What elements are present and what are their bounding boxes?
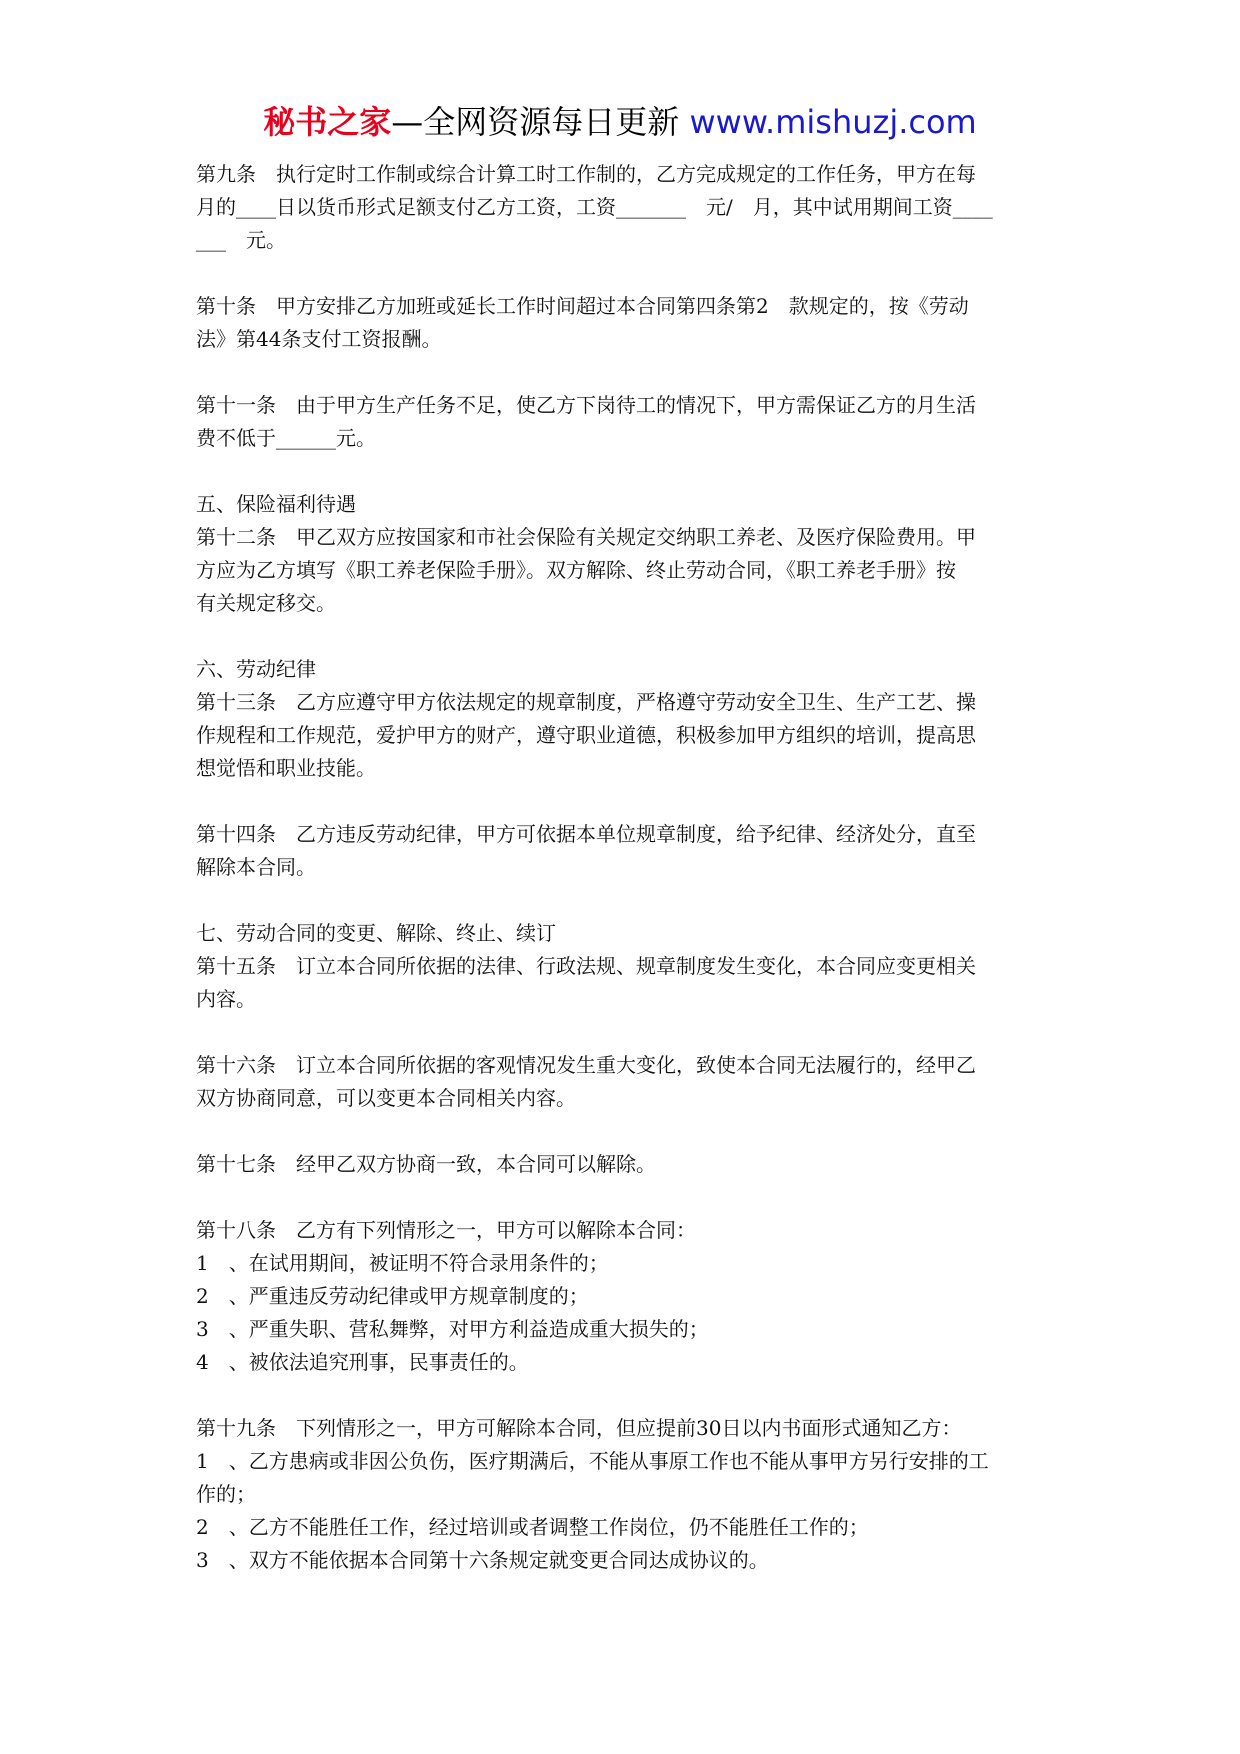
text-line: 解除本合同。 bbox=[196, 855, 316, 879]
text-line: 第十一条 由于甲方生产任务不足，使乙方下岗待工的情况下，甲方需保证乙方的月生活 bbox=[196, 393, 976, 417]
text-line: 第十四条 乙方违反劳动纪律，甲方可依据本单位规章制度，给予纪律、经济处分，直至 bbox=[196, 822, 976, 846]
text-line: 五、保险福利待遇 bbox=[196, 492, 356, 516]
text-line: 第十七条 经甲乙双方协商一致，本合同可以解除。 bbox=[196, 1152, 656, 1176]
text-line: 想觉悟和职业技能。 bbox=[196, 756, 376, 780]
text-line: 六、劳动纪律 bbox=[196, 657, 316, 681]
text-line: 2 、严重违反劳动纪律或甲方规章制度的； bbox=[196, 1284, 589, 1308]
text-line: 第十五条 订立本合同所依据的法律、行政法规、规章制度发生变化，本合同应变更相关 bbox=[196, 954, 976, 978]
paragraph-gap bbox=[196, 785, 1054, 818]
text-line: 费不低于______元。 bbox=[196, 426, 376, 450]
paragraph-gap bbox=[196, 455, 1054, 488]
text-line: 2 、乙方不能胜任工作，经过培训或者调整工作岗位，仍不能胜任工作的； bbox=[196, 1515, 869, 1539]
document-body bbox=[196, 158, 1054, 1577]
text-line: 第十八条 乙方有下列情形之一，甲方可以解除本合同： bbox=[196, 1218, 696, 1242]
paragraph-gap bbox=[196, 620, 1054, 653]
text-line: 1 、乙方患病或非因公负伤，医疗期满后，不能从事原工作也不能从事甲方另行安排的工 bbox=[196, 1449, 989, 1473]
text-line: 3 、严重失职、营私舞弊，对甲方利益造成重大损失的； bbox=[196, 1317, 709, 1341]
text-line: 第十三条 乙方应遵守甲方依法规定的规章制度，严格遵守劳动安全卫生、生产工艺、操 bbox=[196, 690, 976, 714]
paragraph-gap bbox=[196, 1379, 1054, 1412]
text-line: 1 、在试用期间，被证明不符合录用条件的； bbox=[196, 1251, 609, 1275]
page-header bbox=[0, 100, 1240, 144]
text-line: 有关规定移交。 bbox=[196, 591, 336, 615]
site-brand: 秘书之家 bbox=[263, 103, 392, 141]
paragraph-gap bbox=[196, 1115, 1054, 1148]
text-line: 4 、被依法追究刑事，民事责任的。 bbox=[196, 1350, 529, 1374]
text-line: 月的____日以货币形式足额支付乙方工资，工资_______ 元/ 月，其中试用期间工资____ bbox=[196, 195, 993, 219]
text-line: 第十二条 甲乙双方应按国家和市社会保险有关规定交纳职工养老、及医疗保险费用。甲 bbox=[196, 525, 976, 549]
text-line: 第十九条 下列情形之一，甲方可解除本合同，但应提前30日以内书面形式通知乙方： bbox=[196, 1416, 962, 1440]
text-line: 作规程和工作规范，爱护甲方的财产，遵守职业道德，积极参加甲方组织的培训，提高思 bbox=[196, 723, 976, 747]
text-line: 七、劳动合同的变更、解除、终止、续订 bbox=[196, 921, 556, 945]
text-line: 第九条 执行定时工作制或综合计算工时工作制的，乙方完成规定的工作任务，甲方在每 bbox=[196, 162, 976, 186]
paragraph-gap bbox=[196, 884, 1054, 917]
text-line: 法》第44条支付工资报酬。 bbox=[196, 327, 442, 351]
text-line: 3 、双方不能依据本合同第十六条规定就变更合同达成协议的。 bbox=[196, 1548, 769, 1572]
text-line: 内容。 bbox=[196, 987, 256, 1011]
site-slogan: —全网资源每日更新 bbox=[391, 103, 680, 141]
text-line: 作的； bbox=[196, 1482, 256, 1506]
text-line: 第十条 甲方安排乙方加班或延长工作时间超过本合同第四条第2 款规定的，按《劳动 bbox=[196, 294, 969, 318]
text-line: 双方协商同意，可以变更本合同相关内容。 bbox=[196, 1086, 576, 1110]
paragraph-gap bbox=[196, 257, 1054, 290]
paragraph-gap bbox=[196, 1016, 1054, 1049]
paragraph-gap bbox=[196, 1181, 1054, 1214]
site-url-link[interactable]: www.mishuzj.com bbox=[689, 103, 977, 141]
text-line: 第十六条 订立本合同所依据的客观情况发生重大变化，致使本合同无法履行的，经甲乙 bbox=[196, 1053, 976, 1077]
paragraph-gap bbox=[196, 356, 1054, 389]
text-line: ___ 元。 bbox=[196, 228, 286, 252]
text-line: 方应为乙方填写《职工养老保险手册》。双方解除、终止劳动合同，《职工养老手册》按 bbox=[196, 558, 956, 582]
